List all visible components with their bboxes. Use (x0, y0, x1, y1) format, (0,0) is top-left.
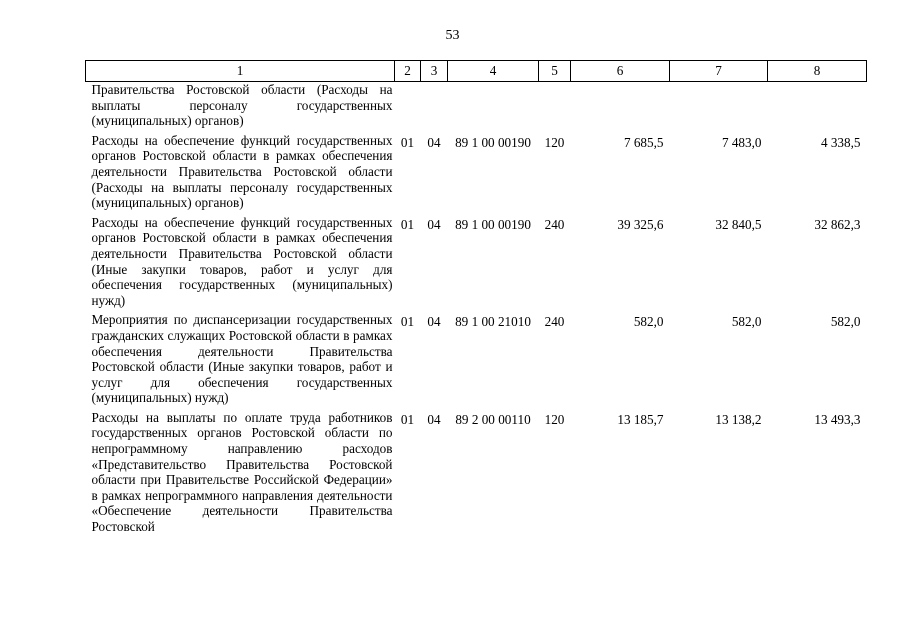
table-row (86, 410, 867, 539)
amount-year2-cell (670, 82, 768, 133)
column-header: 2 (395, 61, 421, 82)
column-header: 5 (539, 61, 571, 82)
expense-type-cell (539, 82, 571, 133)
budget-table (85, 60, 867, 539)
amount-year1-cell: 13 185,7 (617, 411, 664, 427)
amount-year2-cell: 13 138,2 (715, 411, 762, 427)
expense-name-cell: Расходы на обеспечение функций государственных органов Ростовской области в рамках обеспечения деятельности Правительства Ростовской области (Иные закупки товаров, работ и услуг для обеспечения государственных (муниципальных) нужд) (91, 214, 393, 308)
section-code-cell: 01 (400, 314, 415, 330)
column-header: 8 (768, 61, 867, 82)
amount-year3-cell (768, 82, 867, 133)
table-row (86, 215, 867, 313)
amount-year2-cell: 582,0 (731, 314, 762, 330)
amount-year1-cell: 7 685,5 (623, 134, 664, 150)
column-number-header-row (86, 61, 867, 82)
section-code-cell: 01 (400, 411, 415, 427)
column-header: 6 (571, 61, 670, 82)
subsection-code-cell (421, 82, 448, 133)
amount-year1-cell: 39 325,6 (617, 216, 664, 232)
column-header: 7 (670, 61, 768, 82)
amount-year3-cell: 32 862,3 (814, 216, 861, 232)
expense-name-cell: Правительства Ростовской области (Расходы на выплаты персоналу государственных (муниципальных) органов) (91, 82, 393, 129)
section-code-cell (395, 82, 421, 133)
subsection-code-cell: 04 (427, 314, 441, 330)
target-article-cell: 89 1 00 21010 (455, 314, 531, 330)
page-number: 53 (445, 28, 460, 43)
expense-name-cell: Расходы на обеспечение функций государственных органов Ростовской области в рамках обеспечения деятельности Правительства Ростовской области (Расходы на выплаты персоналу государственных (муниципальных) органов) (91, 132, 393, 211)
expense-type-cell: 240 (544, 314, 565, 330)
column-header: 1 (86, 61, 395, 82)
target-article-cell: 89 1 00 00190 (455, 134, 531, 150)
column-header: 4 (448, 61, 539, 82)
subsection-code-cell: 04 (427, 216, 441, 232)
table-row (86, 312, 867, 410)
target-article-cell: 89 2 00 00110 (455, 411, 531, 427)
amount-year2-cell: 7 483,0 (721, 134, 762, 150)
section-code-cell: 01 (400, 134, 415, 150)
column-header: 3 (421, 61, 448, 82)
subsection-code-cell: 04 (427, 134, 441, 150)
amount-year1-cell: 582,0 (633, 314, 664, 330)
amount-year3-cell: 582,0 (830, 314, 861, 330)
expense-type-cell: 120 (544, 134, 565, 150)
expense-type-cell: 240 (544, 216, 565, 232)
amount-year1-cell (571, 82, 670, 133)
table-row (86, 82, 867, 133)
subsection-code-cell: 04 (427, 411, 441, 427)
section-code-cell: 01 (400, 216, 415, 232)
expense-type-cell: 120 (544, 411, 565, 427)
amount-year2-cell: 32 840,5 (715, 216, 762, 232)
target-article-cell (448, 82, 539, 133)
expense-name-cell: Мероприятия по диспансеризации государственных гражданских служащих Ростовской области в рамках обеспечения деятельности Правительства Ростовской области (Иные закупки товаров, работ и услуг для обеспечения государственных (муниципальных) нужд) (91, 312, 393, 406)
target-article-cell: 89 1 00 00190 (455, 216, 531, 232)
expense-name-cell: Расходы на выплаты по оплате труда работников государственных органов Ростовской области по непрограммному направлению расходов «Представительство Правительства Ростовской области при Правительстве Российской Федерации» в рамках непрограммного направления деятельности «Обеспечение деятельности Правительства Ростовской (91, 409, 393, 535)
table-row (86, 133, 867, 215)
amount-year3-cell: 13 493,3 (814, 411, 861, 427)
amount-year3-cell: 4 338,5 (820, 134, 861, 150)
